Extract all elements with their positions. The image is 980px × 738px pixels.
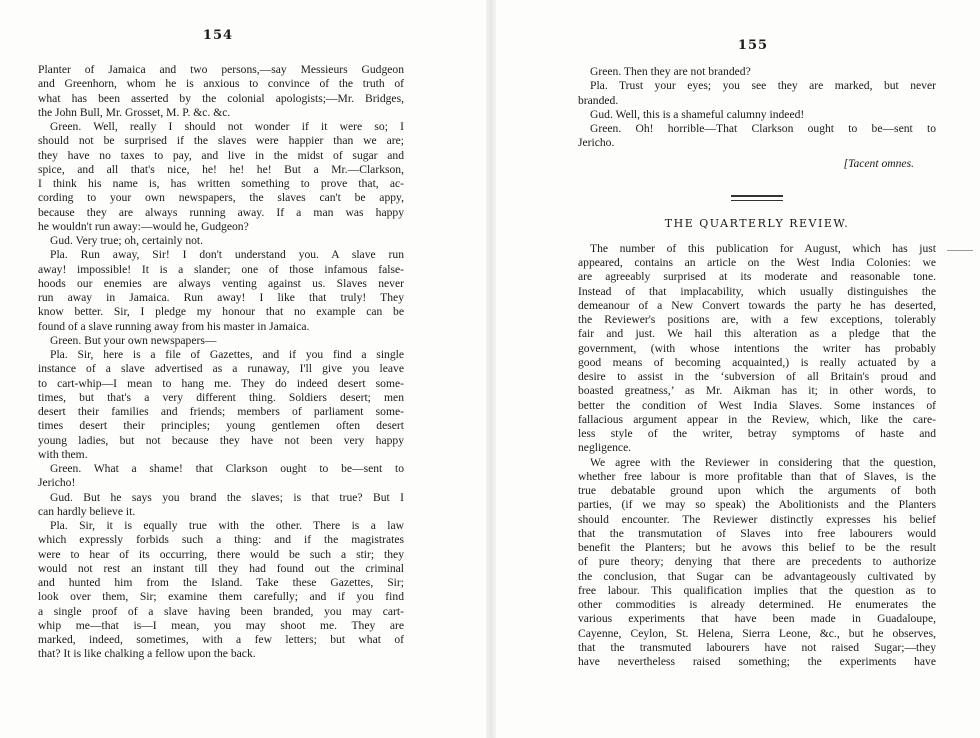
- text-line: and Greenhorn, whom he is anxious to convince of the truth of: [38, 77, 404, 91]
- text-line: cording to your own newspapers, the slaves can't be appy,: [38, 191, 404, 205]
- text-line: that the transmutation of Slaves into free labourers would: [578, 526, 936, 540]
- text-line: were to hear of its occurring, there would be such a stir; they: [38, 547, 404, 561]
- text-line: Gud. Very true; oh, certainly not.: [50, 234, 204, 247]
- text-line: the Reviewer's positions are, with a few exceptions, tolerably: [578, 313, 936, 326]
- section-heading: THE QUARTERLY REVIEW.: [664, 216, 850, 230]
- text-line: desert their families and friends; members of parliament some-: [38, 405, 404, 418]
- text-line: that? It is like chalking a fellow upon the back.: [38, 647, 256, 661]
- text-line: spice, and all that's nice, he! he! he! But a Mr.—Clarkson,: [38, 162, 404, 176]
- right-page: [494, 0, 980, 738]
- left-page-text: [38, 63, 404, 662]
- text-line: Cayenne, Ceylon, St. Helena, Sierra Leone, &c., but he observes,: [578, 626, 936, 640]
- dialogue-continuation: [578, 65, 936, 151]
- left-page: [0, 0, 488, 738]
- text-line: government, (with whose intentions the writer has probably: [578, 341, 936, 355]
- margin-mark: [947, 250, 973, 251]
- stage-direction: [Tacent omnes.: [843, 156, 914, 170]
- text-line: Gud. But he says you brand the slaves; is that true? But I: [50, 490, 404, 504]
- text-line: Pla. Sir, here is a file of Gazettes, and if you find a single: [50, 348, 404, 361]
- text-line: Green. Well, really I should not wonder if it were so; I: [50, 120, 404, 133]
- text-line: look over them, Sir; examine them carefully; and if you find: [38, 590, 404, 604]
- text-line: they have no taxes to pay, and live in the midst of sugar and: [38, 148, 404, 162]
- text-line: true debatable ground upon which the arguments of both: [578, 484, 936, 497]
- divider-rule: [731, 200, 783, 201]
- text-line: Jericho!: [38, 476, 76, 490]
- divider-rule: [731, 195, 783, 197]
- text-line: times desert their principles; young gentlemen often desert: [38, 419, 404, 433]
- text-line: good means of becoming acquainted,) is really actuated by a: [578, 355, 936, 369]
- text-line: which expressly forbids such a thing: and if the magistrates: [38, 533, 404, 547]
- text-line: whether free labour is more profitable than that of Slaves, is the: [578, 469, 936, 483]
- text-line: marked, indeed, sometimes, with a few letters; but what of: [38, 633, 404, 646]
- text-line: away! impossible! It is a slander; one of those infamous false-: [38, 262, 404, 276]
- text-line: desire to assist in the ‘subversion of all Britain's proud and: [578, 370, 936, 383]
- text-line: should encounter. The Reviewer distinctly expresses his belief: [578, 512, 936, 526]
- text-line: know better. Sir, I pledge my honour that no example can be: [38, 305, 404, 319]
- page-number: 154: [202, 28, 234, 43]
- text-line: young ladies, but not because they have not been very happy: [38, 433, 404, 447]
- text-line: that the transmuted labourers have not raised Sugar;—they: [578, 640, 936, 654]
- text-line: I think his name is, has written something to prove that, ac-: [38, 177, 404, 190]
- text-line: Gud. Well, this is a shameful calumny indeed!: [590, 107, 805, 121]
- text-line: Planter of Jamaica and two persons,—say Messieurs Gudgeon: [38, 63, 404, 76]
- text-line: The number of this publication for August, which has just: [590, 241, 936, 255]
- text-line: have nevertheless raised something; the experiments have: [578, 655, 936, 668]
- text-line: Pla. Trust your eyes; you see they are marked, but never: [590, 79, 936, 93]
- text-line: less style of the writer, betray symptoms of haste and: [578, 427, 936, 440]
- text-line: found of a slave running away from his master in Jamaica.: [38, 319, 310, 333]
- text-line: times, but that's a very different thing. Soldiers desert; men: [38, 390, 404, 404]
- text-line: Jericho.: [578, 136, 615, 150]
- text-line: the John Bull, Mr. Grosset, M. P. &c. &c.: [38, 105, 231, 119]
- text-line: hoods our enemies are always venting against us. Slaves never: [38, 276, 404, 290]
- text-line: other commodities is already determined. He enumerates the: [578, 598, 936, 611]
- text-line: whip me—that is—I mean, you may shoot me. They are: [38, 618, 404, 632]
- text-line: with them.: [38, 447, 88, 461]
- text-line: appeared, contains an article on the West India Colonies: we: [578, 256, 936, 269]
- text-line: various experiments that have been made in Guadaloupe,: [578, 612, 936, 626]
- text-line: parties, (if we may so speak) the Abolitionists and the Planters: [578, 498, 936, 512]
- text-line: Green. Oh! horrible—That Clarkson ought to be—sent to: [590, 122, 936, 135]
- text-line: better the condition of West India Slaves. Some instances of: [578, 398, 936, 412]
- text-line: would not rest an instant till they had found out the criminal: [38, 561, 404, 575]
- review-article-text: [578, 242, 936, 670]
- text-line: run away in Jamaica. Run away! I like that truly! They: [38, 291, 404, 304]
- text-line: Green. What a shame! that Clarkson ought to be—sent to: [50, 462, 404, 475]
- text-line: are agreeably surprised at its moderate and reasonable tone.: [578, 270, 936, 284]
- section-divider: [578, 195, 936, 201]
- text-line: free labour. This qualification implies that the question as to: [578, 583, 936, 597]
- text-line: he wouldn't run away:—would he, Gudgeon?: [38, 219, 249, 233]
- text-line: the conclusion, that Sugar can be advantageously cultivated by: [578, 569, 936, 583]
- text-line: fair and just. We hail this alteration as a pledge that the: [578, 327, 936, 341]
- text-line: demeanour of a New Convert towards the party he has deserted,: [578, 298, 936, 312]
- text-line: instance of a slave advertised as a runaway, I'll give you leave: [38, 362, 404, 376]
- text-line: of pure theory; denying that there are precedents to authorize: [578, 555, 936, 569]
- text-line: negligence.: [578, 441, 632, 455]
- text-line: a single proof of a slave having been branded, you may cart-: [38, 604, 404, 618]
- text-line: We agree with the Reviewer in considering that the question,: [590, 455, 936, 469]
- text-line: fallacious argument appear in the Review, which, like the care-: [578, 412, 936, 426]
- text-line: branded.: [578, 93, 619, 107]
- text-line: to cart-whip—I mean to hang me. They do indeed desert some-: [38, 376, 404, 390]
- text-line: can hardly believe it.: [38, 504, 136, 518]
- text-line: Green. But your own newspapers—: [50, 333, 217, 347]
- text-line: Pla. Run away, Sir! I don't understand you. A slave run: [50, 248, 404, 262]
- text-line: Pla. Sir, it is equally true with the other. There is a law: [50, 519, 404, 532]
- page-number: 155: [737, 38, 769, 53]
- text-line: Instead of that implacability, which usually distinguishes the: [578, 284, 936, 298]
- text-line: benefit the Planters; but he avows this belief to be the result: [578, 541, 936, 554]
- text-line: should not be surprised if the slaves were happier than we are;: [38, 134, 404, 148]
- text-line: Green. Then they are not branded?: [590, 65, 751, 78]
- text-line: because they are always running away. If a man was happy: [38, 205, 404, 219]
- text-line: what has been asserted by the colonial apologists;—Mr. Bridges,: [38, 91, 404, 105]
- text-line: boasted greatness,’ as Mr. Aikman has it; in other words, to: [578, 384, 936, 398]
- text-line: and hunted him from the Island. Take these Gazettes, Sir;: [38, 576, 404, 589]
